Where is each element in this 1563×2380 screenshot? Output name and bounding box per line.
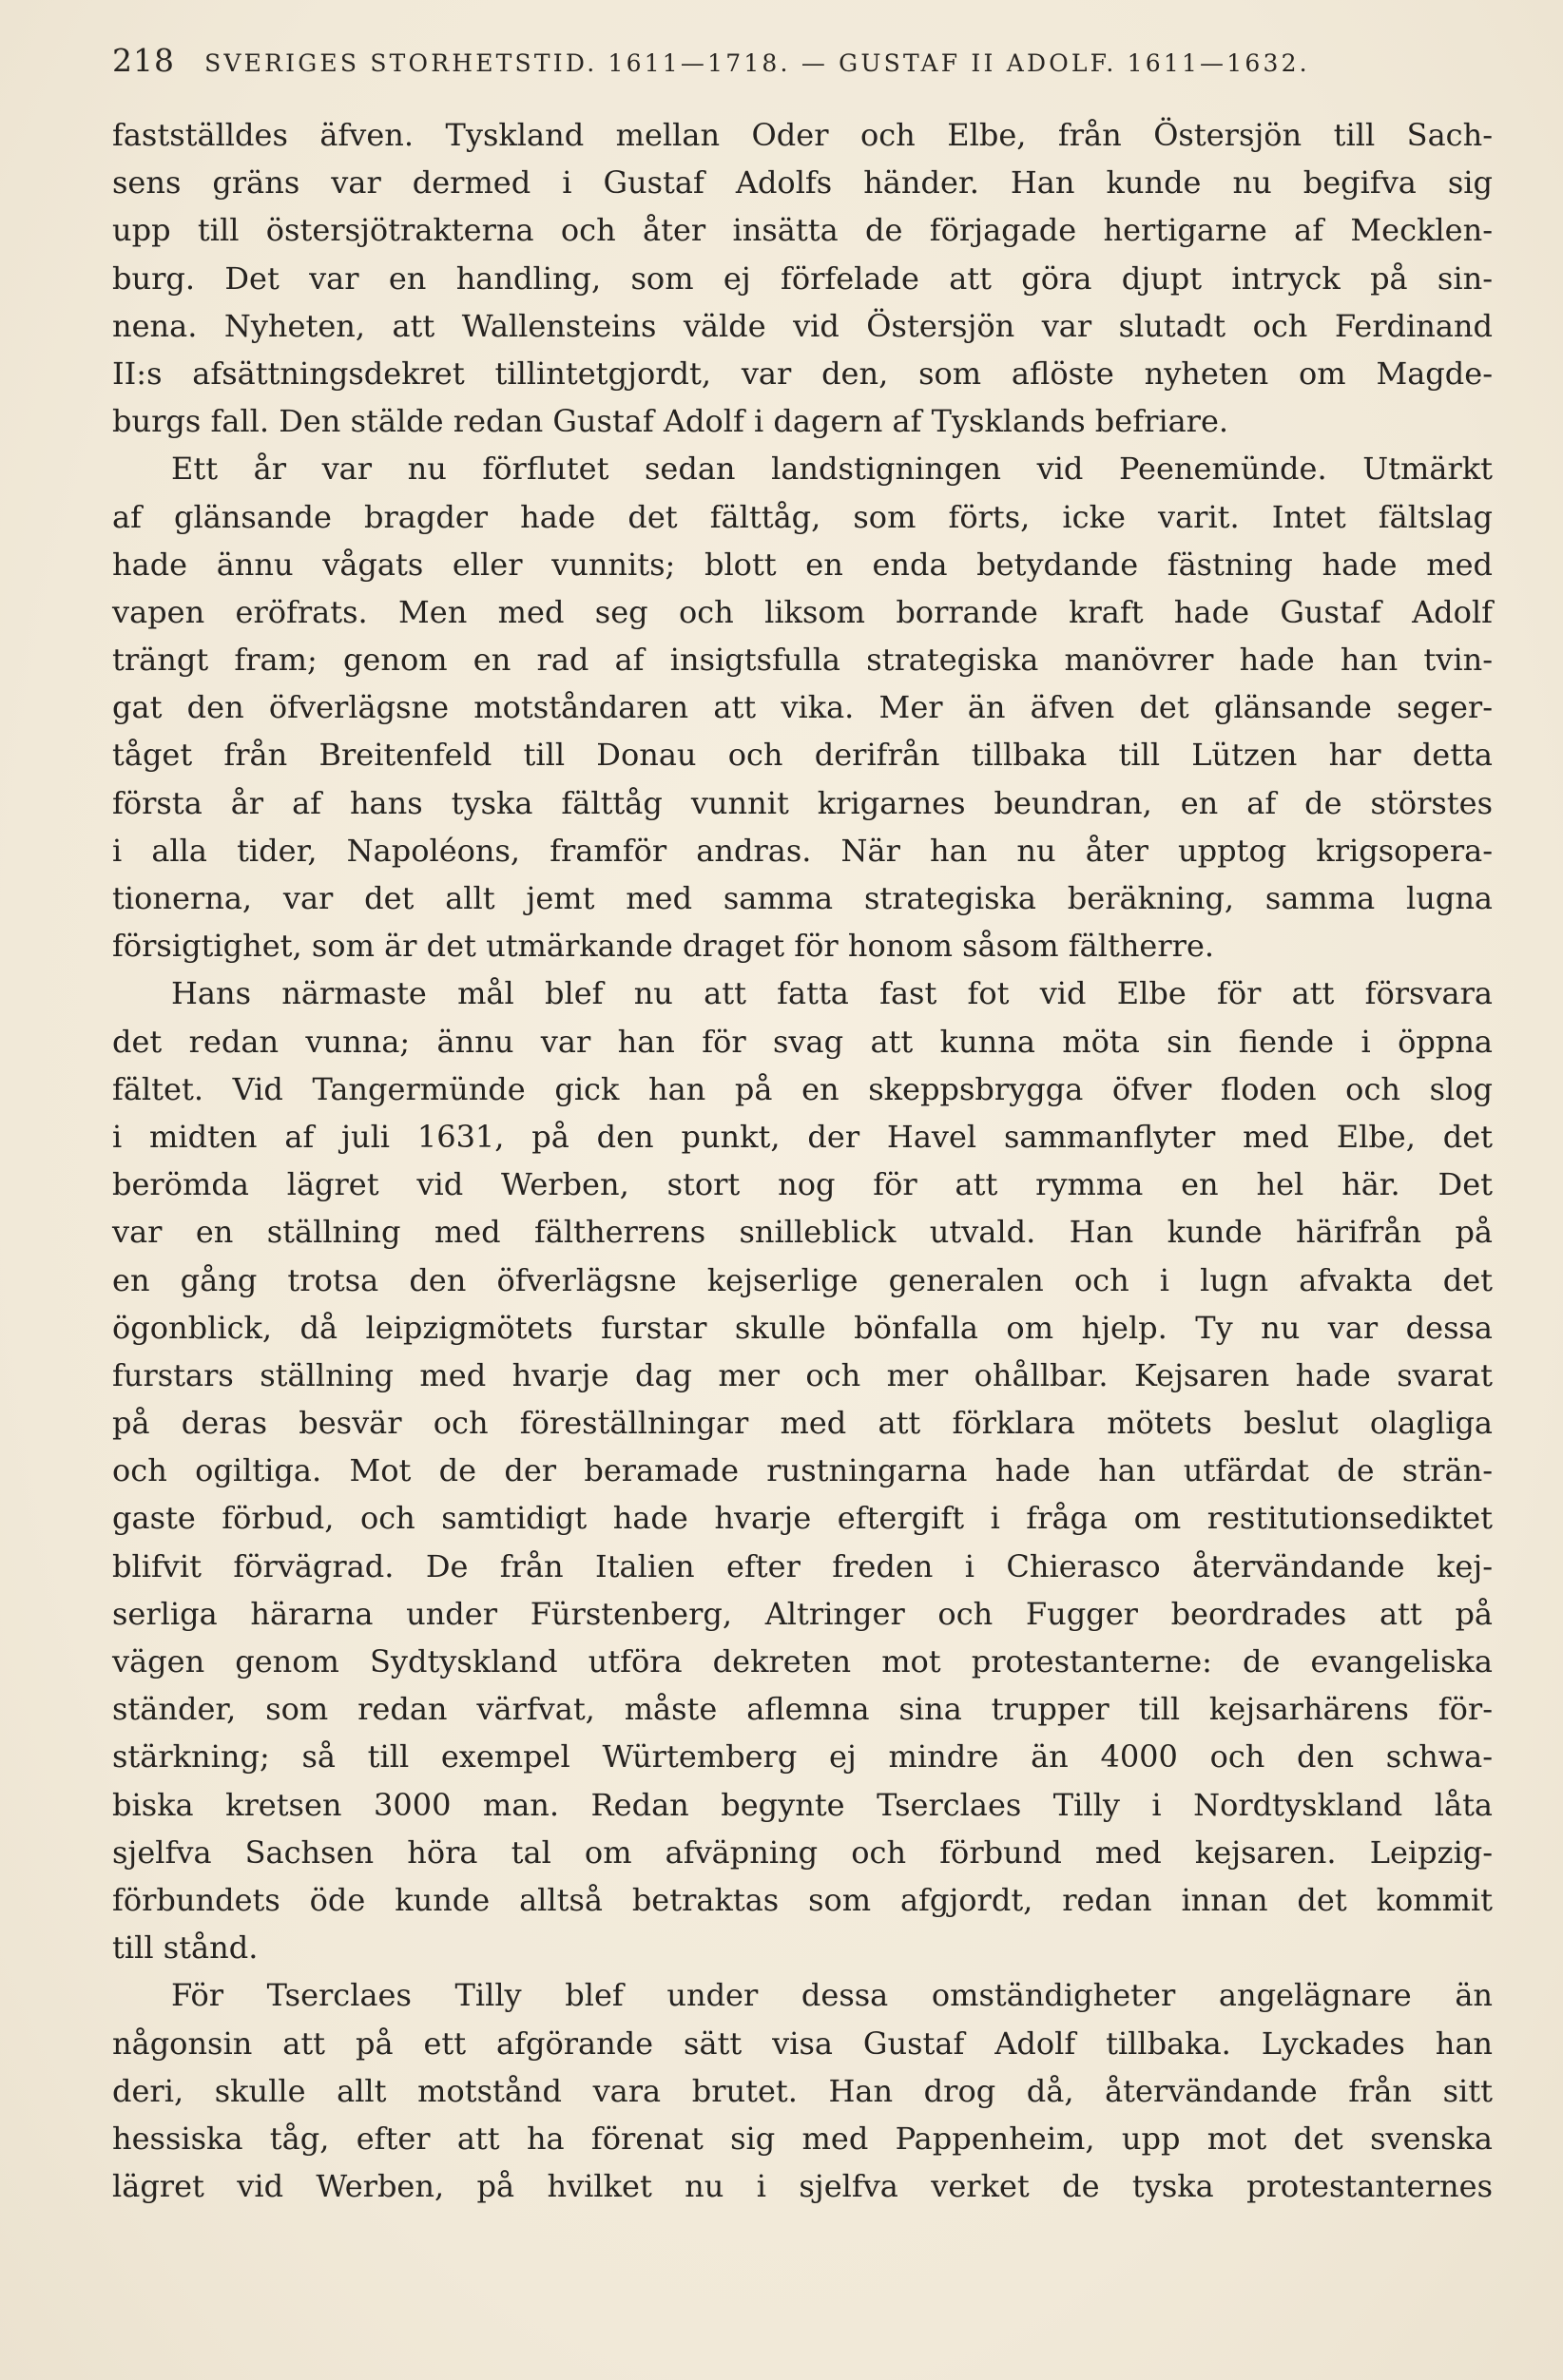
- text-line: stärkning; så till exempel Würtemberg ej mindre än 4000 och den schwa-: [112, 1738, 1493, 1775]
- text-line: i alla tider, Napoléons, framför andras. När han nu åter upptog krigsopera-: [112, 832, 1493, 869]
- text-line: ögonblick, då leipzigmötets furstar skulle bönfalla om hjelp. Ty nu var dessa: [112, 1309, 1493, 1346]
- page-header: [112, 42, 1453, 99]
- text-line: någonsin att på ett afgörande sätt visa Gustaf Adolf tillbaka. Lyckades han: [112, 2025, 1493, 2062]
- text-line: tionerna, var det allt jemt med samma strategiska beräkning, samma lugna: [112, 880, 1493, 916]
- text-line: vägen genom Sydtyskland utföra dekreten mot protestanterne: de evangeliska: [112, 1643, 1493, 1679]
- text-line: berömda lägret vid Werben, stort nog för att rymma en hel här. Det: [112, 1166, 1493, 1203]
- text-line: deri, skulle allt motstånd vara brutet. Han drog då, återvändande från sitt: [112, 2072, 1493, 2109]
- text-line: förbundets öde kunde alltså betraktas som afgjordt, redan innan det kommit: [112, 1881, 1493, 1918]
- text-line: var en ställning med fältherrens snilleblick utvald. Han kunde härifrån på: [112, 1214, 1493, 1251]
- text-line: furstars ställning med hvarje dag mer och mer ohållbar. Kejsaren hade svarat: [112, 1356, 1493, 1393]
- text-line: II:s afsättningsdekret tillintetgjordt, var den, som aflöste nyheten om Magde-: [112, 355, 1493, 392]
- text-line: på deras besvär och föreställningar med att förklara mötets beslut olagliga: [112, 1405, 1493, 1442]
- text-line: första år af hans tyska fälttåg vunnit krigarnes beundran, en af de störstes: [112, 784, 1493, 821]
- text-line: sjelfva Sachsen höra tal om afväpning och förbund med kejsaren. Leipzig-: [112, 1833, 1493, 1871]
- text-line: hade ännu vågats eller vunnits; blott en enda betydande fästning hade med: [112, 546, 1493, 583]
- text-line: det redan vunna; ännu var han för svag att kunna möta sin fiende i öppna: [112, 1023, 1493, 1060]
- text-line: Ett år var nu förflutet sedan landstigningen vid Peenemünde. Utmärkt: [171, 451, 1493, 488]
- text-line: gaste förbud, och samtidigt hade hvarje eftergift i fråga om restitutionsediktet: [112, 1500, 1493, 1537]
- text-line: burgs fall. Den stälde redan Gustaf Adolf i dagern af Tysklands befriare.: [112, 403, 1229, 440]
- text-line: försigtighet, som är det utmärkande draget för honom såsom fältherre.: [112, 928, 1215, 965]
- text-line: ständer, som redan värfvat, måste aflemna sina trupper till kejsarhärens för-: [112, 1691, 1493, 1728]
- text-line: och ogiltiga. Mot de der beramade rustningarna hade han utfärdat de strän-: [112, 1452, 1493, 1489]
- text-line: af glänsande bragder hade det fälttåg, som förts, icke varit. Intet fältslag: [112, 498, 1493, 535]
- text-line: biska kretsen 3000 man. Redan begynte Tserclaes Tilly i Nordtyskland låta: [112, 1786, 1493, 1823]
- text-line: hessiska tåg, efter att ha förenat sig med Pappenheim, upp mot det svenska: [112, 2120, 1493, 2157]
- text-line: nena. Nyheten, att Wallensteins välde vid Östersjön var slutadt och Ferdinand: [112, 307, 1493, 344]
- text-line: serliga härarna under Fürstenberg, Altringer och Fugger beordrades att på: [112, 1595, 1493, 1632]
- running-title: SVERIGES STORHETSTID. 1611—1718. — GUSTAF II ADOLF. 1611—1632.: [204, 49, 1310, 77]
- text-line: vapen eröfrats. Men med seg och liksom borrande kraft hade Gustaf Adolf: [112, 593, 1493, 630]
- text-line: fastställdes äfven. Tyskland mellan Oder och Elbe, från Östersjön till Sach-: [112, 117, 1493, 153]
- text-line: tåget från Breitenfeld till Donau och derifrån tillbaka till Lützen har detta: [112, 737, 1493, 774]
- text-line: För Tserclaes Tilly blef under dessa omständigheter angelägnare än: [171, 1977, 1493, 2014]
- text-line: blifvit förvägrad. De från Italien efter freden i Chierasco återvändande kej-: [112, 1547, 1493, 1584]
- text-line: i midten af juli 1631, på den punkt, der Havel sammanflyter med Elbe, det: [112, 1118, 1493, 1155]
- text-line: en gång trotsa den öfverlägsne kejserlige generalen och i lugn afvakta det: [112, 1261, 1493, 1298]
- text-line: upp till östersjötrakterna och åter insätta de förjagade hertigarne af Mecklen-: [112, 212, 1493, 249]
- page-number: 218: [112, 42, 175, 79]
- text-line: fältet. Vid Tangermünde gick han på en skeppsbrygga öfver floden och slog: [112, 1070, 1493, 1107]
- body-text: [112, 111, 1493, 2210]
- text-line: trängt fram; genom en rad af insigtsfulla strategiska manövrer hade han tvin-: [112, 642, 1493, 679]
- text-line: Hans närmaste mål blef nu att fatta fast fot vid Elbe för att försvara: [171, 975, 1493, 1012]
- text-line: burg. Det var en handling, som ej förfelade att göra djupt intryck på sin-: [112, 259, 1493, 297]
- text-line: sens gräns var dermed i Gustaf Adolfs händer. Han kunde nu begifva sig: [112, 164, 1493, 202]
- text-line: lägret vid Werben, på hvilket nu i sjelfva verket de tyska protestanternes: [112, 2168, 1493, 2205]
- text-line: till stånd.: [112, 1929, 259, 1967]
- text-line: gat den öfverlägsne motståndaren att vika. Mer än äfven det glänsande seger-: [112, 689, 1493, 726]
